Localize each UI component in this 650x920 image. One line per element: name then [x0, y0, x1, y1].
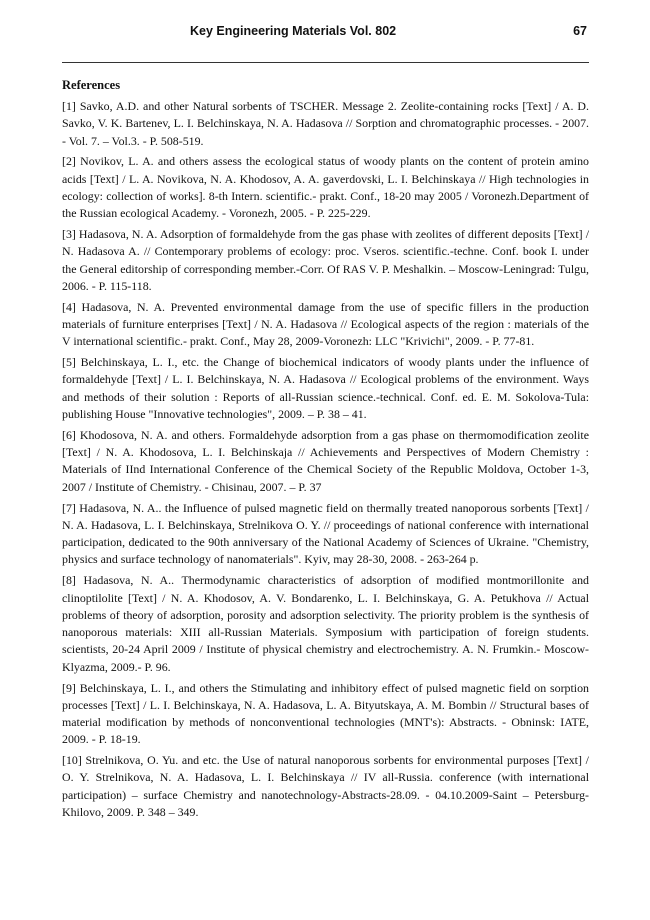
- header-rule: [62, 62, 589, 63]
- running-header: [62, 24, 589, 44]
- reference-item: [1] Savko, A.D. and other Natural sorbents of TSCHER. Message 2. Zeolite-containing rocks [Text] / A. D. Savko, V. K. Bartenev, L. I. Belchinskaya, N. A. Hadasova // Sorption and chromatographic processes. - 2007. - Vol. 7. – Vol.3. - P. 508-519.: [62, 99, 589, 148]
- reference-item: [9] Belchinskaya, L. I., and others the Stimulating and inhibitory effect of pulsed magnetic field on sorption processes [Text] / L. I. Belchinskaya, N. A. Hadasova, L. A. Bityutskaya, A. M. Bombin // Structural bases of material modification by methods of nonconventional technologies (MNT's): Abstracts. - Obninsk: IATE, 2009. - P. 18-19.: [62, 680, 589, 747]
- page-number: 67: [573, 24, 587, 38]
- reference-item: [8] Hadasova, N. A.. Thermodynamic characteristics of adsorption of modified montmorillonite and clinoptilolite [Text] / N. A. Khodosov, A. V. Bondarenko, L. I. Belchinskaya, G. A. Petukhova // Actual problems of theory of adsorption, porosity and adsorption selectivity. The priority problem is the synthesis of nanoporous materials: XIII all-Russian Materials. Symposium with participation of foreign students. scientists, 20-24 April 2009 / Institute of physical chemistry and electrochemistry. A. N. Frumkin.- Moscow-Klyazma, 2009.- P. 96.: [62, 573, 589, 674]
- reference-list: [62, 98, 589, 825]
- reference-item: [10] Strelnikova, O. Yu. and etc. the Use of natural nanoporous sorbents for environmental purposes [Text] / O. Y. Strelnikova, N. A. Hadasova, L. I. Belchinskaya // IV all-Russia. conference (with international participation) – surface Chemistry and nanotechnology-Abstracts-28.09. - 04.10.2009-Saint – Petersburg-Khilovo, 2009. P. 348 – 349.: [62, 753, 589, 820]
- reference-item: [5] Belchinskaya, L. I., etc. the Change of biochemical indicators of woody plants under the influence of formaldehyde [Text] / L. I. Belchinskaya, N. A. Hadasova // Ecological problems of the environment. Ways and methods of their solution : Reports of all-Russian science.-technical. Conf. ed. E. M. Sokolova-Tula: publishing House "Innovative technologies", 2009. – P. 38 – 41.: [62, 355, 589, 422]
- reference-item: [6] Khodosova, N. A. and others. Formaldehyde adsorption from a gas phase on thermomodification zeolite [Text] / N. A. Khodosova, L. I. Belchinskaja // Achievements and Perspectives of Modern Chemistry : Materials of IInd International Conference of the Chemical Society of the Republic Moldova, October 1-3, 2007 / Institute of Chemistry. - Chisinau, 2007. – P. 37: [62, 427, 589, 494]
- reference-item: [3] Hadasova, N. A. Adsorption of formaldehyde from the gas phase with zeolites of different deposits [Text] / N. Hadasova A. // Contemporary problems of ecology: proc. Vseros. scientific.-techne. Conf. book I. under the General editorship of corresponding member.-Corr. Of RAS V. P. Meshalkin. – Moscow-Leningrad: Tulgu, 2006. - P. 115-118.: [62, 227, 589, 293]
- reference-item: [2] Novikov, L. A. and others assess the ecological status of woody plants on the content of protein amino acids [Text] / L. A. Novikova, N. A. Khodosov, A. A. gaverdovski, L. I. Belchinskaya // High technologies in ecology: collection of works]. 8-th Intern. scientific.- prakt. Conf., 18-20 may 2005 / Voronezh.Department of the Russian ecological Academy. - Voronezh, 2005. - P. 225-229.: [62, 154, 589, 221]
- journal-title: Key Engineering Materials Vol. 802: [190, 24, 397, 38]
- reference-item: [7] Hadasova, N. A.. the Influence of pulsed magnetic field on thermally treated nanoporous sorbents [Text] / N. A. Hadasova, L. I. Belchinskaya, Strelnikova O. Y. // proceedings of national conference with international participation, dedicated to the 90th anniversary of the National Academy of Sciences of Ukraine. "Chemistry, physics and surface technology of nanomaterials". Kyiv, may 28-30, 2008. - 263-264 p.: [62, 500, 589, 567]
- references-heading: References: [62, 78, 121, 92]
- reference-item: [4] Hadasova, N. A. Prevented environmental damage from the use of specific fillers in the production materials of furniture enterprises [Text] / N. A. Hadasova // Ecological aspects of the region : materials of the V international scientific.- prakt. Conf., May 28, 2009-Voronezh: LLC "Krivichi", 2009. - P. 77-81.: [62, 299, 589, 349]
